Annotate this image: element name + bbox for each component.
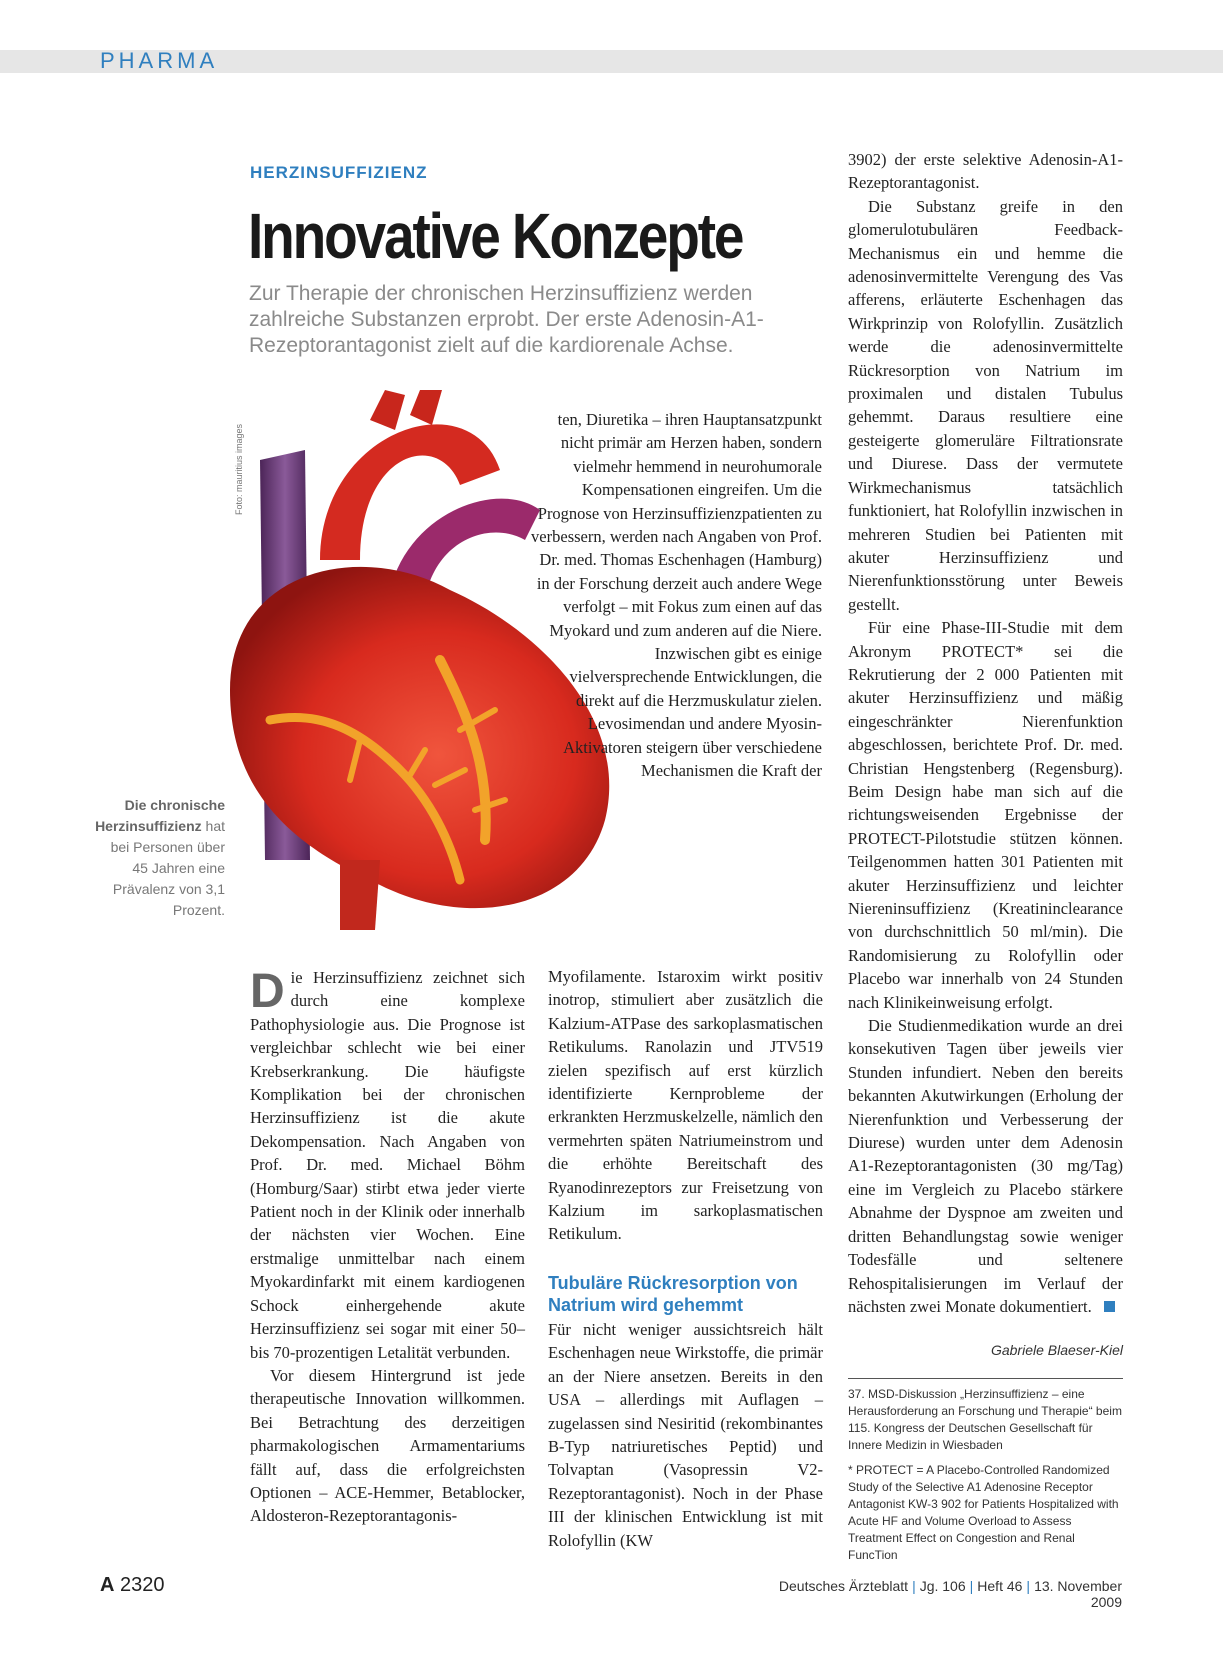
column-2-top — [530, 408, 822, 783]
caption-text: hat bei Personen über 45 Jahren eine Prävalenz von 3,1 Prozent. — [110, 818, 225, 918]
column-3 — [848, 148, 1123, 1318]
footnote-2: * PROTECT = A Placebo-Controlled Randomized Study of the Selective A1 Adenosine Receptor Antagonist KW-3 902 for Patients Hospitalized with Acute HF and Volume Overload to Assess Treatment Effect on Congestion and Renal FuncTion — [848, 1463, 1119, 1562]
section-label: PHARMA — [100, 48, 219, 73]
column-2-bottom — [548, 965, 823, 1246]
paragraph-7: Die Substanz greife in den glomerulotubulären Feedback-Mechanismus ein und hemme die adenosinvermittelte Verengung des Vas afferens, erläuterte Eschenhagen das Wirkprinzip von Rolofyllin. Zusätzlich werde die adenosinvermittelte Rückresorption von Natrium im proximalen und distalen Tubulus gehemmt. Daraus resultiere eine gesteigerte glomeruläre Filtrationsrate und Diurese. Dass der vermutete Wirkmechanismus tatsächlich funktioniert, hat Rolofyllin inzwischen in mehreren Studien bei Patienten mit akuter Herzinsuffizienz und Nierenfunktionsstörung unter Beweis gestellt. — [848, 196, 1123, 614]
journal-name: Deutsches Ärzteblatt — [778, 1578, 909, 1594]
paragraph-9: Die Studienmedikation wurde an drei konsekutiven Tagen über jeweils vier Stunden infundiert. Neben den bereits bekannten Akutwirkungen (Erholung der Nierenfunktion und Verbesserung der Diurese) wurden unter dem Adenosin A1-Rezeptorantagonisten (30 mg/Tag) eine im Vergleich zu Placebo stärkere Abnahme der Dyspnoe am zweiten und dritten Behandlungstag sowie weniger Todesfälle und seltenere Rehospitalisierungen im Verlauf der nächsten zwei Monate dokumentiert. — [848, 1016, 1123, 1316]
author-byline: Gabriele Blaeser-Kiel — [990, 1342, 1123, 1358]
column-1 — [250, 966, 525, 1528]
photo-credit: Foto: mauritius images — [234, 423, 244, 515]
paragraph-4b: Myofilamente. Istaroxim wirkt positiv inotrop, stimuliert aber zusätzlich die Kalzium-ATPase des sarkoplasmatischen Retikulums. Ranolazin und JTV519 zielen spezifisch auf erst kürzlich identifizierte Kernprobleme der erkrankten Herzmuskelzelle, nämlich den vermehrten späten Natriumeinstrom und die erhöhte Bereitschaft des Ryanodinrezeptors zur Freisetzung von Kalzium im sarkoplasmatischen Retikulum. — [548, 967, 823, 1244]
journal-issue: Heft 46 — [977, 1578, 1023, 1594]
caption-bold: Die chronische Herzinsuffizienz — [95, 797, 225, 834]
subheading: Tubuläre Rückresorption von Natrium wird gehemmt — [548, 1273, 798, 1315]
paragraph-4a: Inzwischen gibt es einige vielversprechende Entwicklungen, die direkt auf die Herzmuskulatur zielen. Levosimendan und andere Myosin-Aktivatoren steigern über verschiedene Mechanismen die Kraft der — [563, 644, 822, 781]
journal-info: Deutsches Ärzteblatt | Jg. 106 | Heft 46 | 13. November 2009 — [778, 1578, 1122, 1610]
paragraph-1: ie Herzinsuffizienz zeichnet sich durch eine komplexe Pathophysiologie aus. Die Prognose ist vergleichbar schlecht wie bei einer Krebserkrankung. Die häufigste Komplikation bei der chronischen Herzinsuffizienz ist die akute Dekompensation. Nach Angaben von Prof. Dr. med. Michael Böhm (Homburg/Saar) stirbt etwa jeder vierte Patient noch in der Klinik oder innerhalb der nächsten vier Wochen. Eine erstmalige unmittelbar nach einem Myokardinfarkt mit einem kardiogenen Schock einhergehende akute Herzinsuffizienz sei sogar mit einer 50– bis 70-prozentigen Letalität verbunden. — [250, 968, 525, 1362]
journal-volume: Jg. 106 — [919, 1578, 966, 1594]
paragraph-6: 3902) der erste selektive Adenosin-A1-Rezeptorantagonist. — [848, 150, 1123, 193]
page-number — [100, 1574, 165, 1597]
article-kicker: HERZINSUFFIZIENZ — [250, 163, 428, 182]
page-number-value: 2320 — [120, 1574, 165, 1596]
journal-date: 13. November 2009 — [1034, 1578, 1122, 1610]
column-2-end — [548, 1318, 823, 1552]
article-lead: Zur Therapie der chronischen Herzinsuffizienz werden zahlreiche Substanzen erprobt. Der erste Adenosin-A1-Rezeptorantagonist zielt auf die kardiorenale Achse. — [249, 282, 764, 357]
drop-cap: D — [250, 965, 285, 1018]
paragraph-3: ten, Diuretika – ihren Hauptansatzpunkt nicht primär am Herzen haben, sondern vielmehr hemmend in neurohumorale Kompensationen eingreifen. Um die Prognose von Herzinsuffizienzpatienten zu verbessern, werden nach Angaben von Prof. Dr. med. Thomas Eschenhagen (Hamburg) in der Forschung derzeit auch andere Wege verfolgt – mit Fokus zum einen auf das Myokard und zum anderen auf die Niere. — [531, 410, 822, 640]
page-prefix: A — [100, 1574, 115, 1596]
paragraph-2: Vor diesem Hintergrund ist jede therapeutische Innovation willkommen. Bei Betrachtung des derzeitigen pharmakologischen Armamentariums fällt auf, dass die erfolgreichsten Optionen – ACE-Hemmer, Betablocker, Aldosteron-Rezeptorantagonis- — [250, 1365, 525, 1526]
paragraph-8: Für eine Phase-III-Studie mit dem Akronym PROTECT* sei die Rekrutierung der 2 000 Patienten mit akuter Herzinsuffizienz und mäßig eingeschränkter Nierenfunktion abgeschlossen, berichtete Prof. Dr. med. Christian Hengstenberg (Regensburg). Beim Design habe man sich auf die richtungsweisenden Ergebnisse der PROTECT-Pilotstudie stützen können. Teilgenommen hatten 301 Patienten mit akuter Herzinsuffizienz und leichter Niereninsuffizienz (Kreatininclearance von durchschnittlich 50 ml/min). Die Randomisierung zu Rolofyllin oder Placebo war innerhalb von 24 Stunden nach Klinikeinweisung erfolgt. — [848, 618, 1123, 1012]
paragraph-5: Für nicht weniger aussichtsreich hält Eschenhagen neue Wirkstoffe, die primär an der Niere ansetzen. Bereits in den USA – allerdings mit Auflagen – zugelassen sind Nesiritid (rekombinantes B-Typ natriuretisches Peptid) und Tolvaptan (Vasopressin V2-Rezeptorantagonist). Noch in der Phase III der klinischen Entwicklung ist mit Rolofyllin (KW — [548, 1320, 823, 1550]
footnote-divider — [848, 1378, 1123, 1379]
end-mark-icon — [1104, 1301, 1115, 1312]
article-title: Innovative Konzepte — [248, 200, 743, 272]
image-caption — [95, 795, 225, 921]
footnote-1: 37. MSD-Diskussion „Herzinsuffizienz – eine Herausforderung an Forschung und Therapie“ beim 115. Kongress der Deutschen Gesellschaft für Innere Medizin in Wiesbaden — [848, 1387, 1122, 1452]
